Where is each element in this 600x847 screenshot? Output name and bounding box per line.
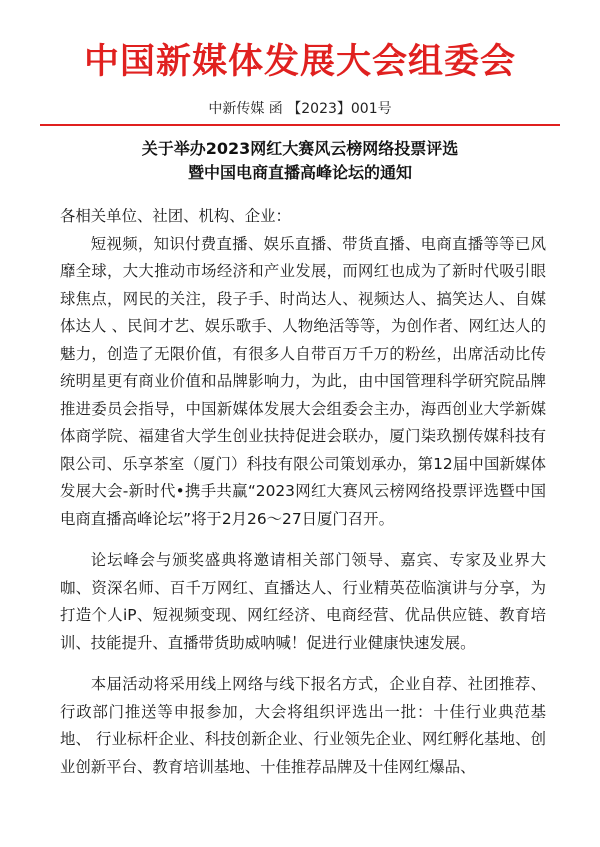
body-paragraph-1: 短视频，知识付费直播、娱乐直播、带货直播、电商直播等等已风靡全球，大大推动市场经济和产业发展，而网红也成为了新时代吸引眼球焦点，网民的关注，段子手、时尚达人、视频达人、搞笑达人、自媒体达人 、民间才艺、娱乐歌手、人物绝活等等，为创作者、网红达人的魅力，创造了无限价值，有很多人自带百万千万的粉丝，出席活动比传统明星更有商业价值和品牌影响力，为此，由中国管理科学研究院品牌推进委员会指导，中国新媒体发展大会组委会主办，海西创业大学新媒体商学院、福建省大学生创业扶持促进会联办，厦门柒玖捌传媒科技有限公司、乐享茶室（厦门）科技有限公司策划承办，第12届中国新媒体发展大会-新时代•携手共赢“2023网红大赛风云榜网络投票评选暨中国电商直播高峰论坛”将于2月26～27日厦门召开。: [60, 234, 546, 528]
body-paragraph-2: 论坛峰会与颁奖盛典将邀请相关部门领导、嘉宾、专家及业界大咖、资深名师、百千万网红、直播达人、行业精英莅临演讲与分享，为打造个人iP、短视频变现、网红经济、电商经营、优品供应链、教育培训、技能提升、直播带货助威呐喊！促进行业健康快速发展。: [60, 551, 546, 652]
notice-body: [60, 203, 546, 781]
salutation: 各相关单位、社团、机构、企业：: [60, 207, 291, 225]
body-paragraph-3: 本届活动将采用线上网络与线下报名方式，企业自荐、社团推荐、行政部门推送等申报参加，大会将组织评选出一批：十佳行业典范基地、 行业标杆企业、科技创新企业、行业领先企业、网红孵化基地、创业创新平台、教育培训基地、十佳推荐品牌及十佳网红爆品、: [60, 675, 546, 776]
header-divider: [40, 124, 560, 126]
notice-title: [0, 137, 600, 185]
organization-title: 中国新媒体发展大会组委会: [83, 42, 516, 82]
notice-title-line-2: 暨中国电商直播高峰论坛的通知: [187, 163, 412, 182]
document-number: 中新传媒 函 【2023】001号: [208, 101, 392, 117]
notice-title-line-1: 关于举办2023网红大赛风云榜网络投票评选: [141, 139, 459, 158]
